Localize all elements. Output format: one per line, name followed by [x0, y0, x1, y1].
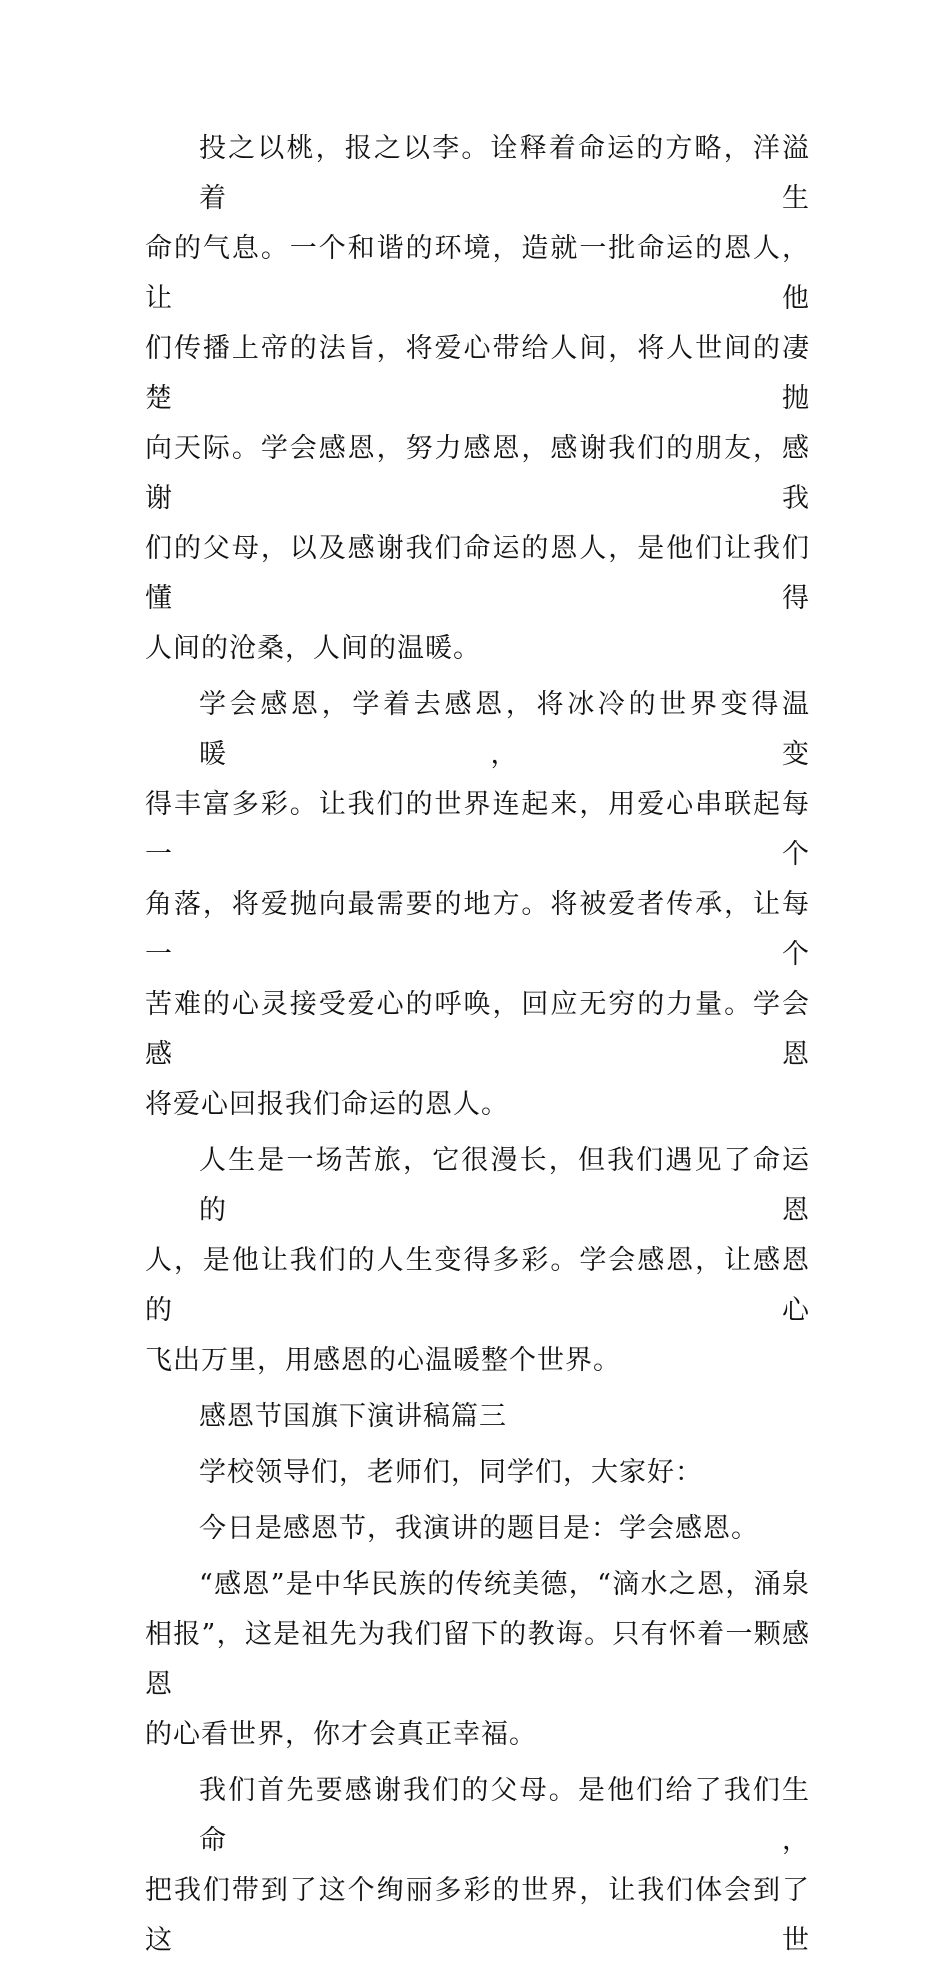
text-line: 的心看世界，你才会真正幸福。	[145, 1719, 537, 1750]
paragraph-5	[145, 1766, 810, 1966]
text-line: 命的气息。一个和谐的环境，造就一批命运的恩人，让他	[145, 233, 810, 314]
text-line: 把我们带到了这个绚丽多彩的世界，让我们体会到了这世	[145, 1875, 810, 1956]
text-line: 角落，将爱抛向最需要的地方。将被爱者传承，让每一个	[145, 889, 810, 970]
text-line: 相报”，这是祖先为我们留下的教诲。只有怀着一颗感恩	[145, 1619, 810, 1700]
text-line: 们传播上帝的法旨，将爱心带给人间，将人世间的凄楚抛	[145, 333, 810, 414]
section-heading: 感恩节国旗下演讲稿篇三	[199, 1401, 507, 1432]
paragraph-2	[145, 680, 810, 1130]
text-line: “感恩”是中华民族的传统美德，“滴水之恩，涌泉	[199, 1569, 810, 1600]
paragraph-4	[145, 1560, 810, 1760]
text-line: 人间的沧桑，人间的温暖。	[145, 633, 481, 664]
document-body	[145, 124, 810, 1972]
paragraph-3	[145, 1136, 810, 1386]
intro-line: 今日是感恩节，我演讲的题目是：学会感恩。	[199, 1513, 759, 1544]
text-line: 学会感恩，学着去感恩，将冰冷的世界变得温暖，变	[199, 689, 810, 770]
text-line: 人生是一场苦旅，它很漫长，但我们遇见了命运的恩	[199, 1145, 810, 1226]
text-line: 苦难的心灵接受爱心的呼唤，回应无穷的力量。学会感恩	[145, 989, 810, 1070]
text-line: 得丰富多彩。让我们的世界连起来，用爱心串联起每一个	[145, 789, 810, 870]
text-line: 飞出万里，用感恩的心温暖整个世界。	[145, 1345, 621, 1376]
text-line: 将爱心回报我们命运的恩人。	[145, 1089, 509, 1120]
text-line: 向天际。学会感恩，努力感恩，感谢我们的朋友，感谢我	[145, 433, 810, 514]
text-line: 们的父母，以及感谢我们命运的恩人，是他们让我们懂得	[145, 533, 810, 614]
text-line: 我们首先要感谢我们的父母。是他们给了我们生命，	[199, 1775, 810, 1856]
greeting-line: 学校领导们，老师们，同学们，大家好：	[199, 1457, 703, 1488]
text-line: 人，是他让我们的人生变得多彩。学会感恩，让感恩的心	[145, 1245, 810, 1326]
paragraph-1	[145, 124, 810, 674]
text-line: 投之以桃，报之以李。诠释着命运的方略，洋溢着生	[199, 133, 810, 214]
